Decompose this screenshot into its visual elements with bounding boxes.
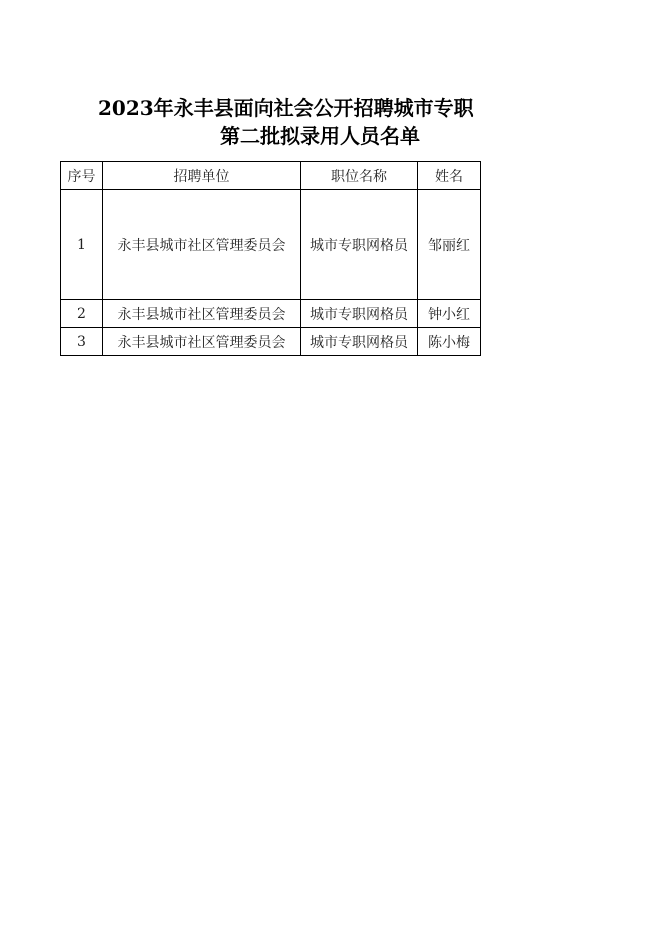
cell-position: 城市专职网格员: [301, 190, 418, 300]
cell-recruiting-unit: 永丰县城市社区管理委员会: [103, 190, 301, 300]
header-position: 职位名称: [301, 162, 418, 190]
table-header-row: [61, 162, 481, 190]
header-serial-no: 序号: [61, 162, 103, 190]
cell-name: 邹丽红: [418, 190, 481, 300]
header-name: 姓名: [418, 162, 481, 190]
cell-name: 陈小梅: [418, 328, 481, 356]
cell-serial-no: 3: [61, 328, 103, 356]
cell-name: 钟小红: [418, 300, 481, 328]
title-line-1: 2023年永丰县面向社会公开招聘城市专职: [98, 96, 474, 120]
document-title: [0, 93, 488, 155]
title-line-2: 第二批拟录用人员名单: [220, 124, 420, 148]
cell-position: 城市专职网格员: [301, 300, 418, 328]
cell-serial-no: 2: [61, 300, 103, 328]
table-row: [61, 328, 481, 356]
header-recruiting-unit: 招聘单位: [103, 162, 301, 190]
table-row: [61, 190, 481, 300]
cell-position: 城市专职网格员: [301, 328, 418, 356]
table-row: [61, 300, 481, 328]
roster-table: [60, 161, 481, 356]
cell-recruiting-unit: 永丰县城市社区管理委员会: [103, 328, 301, 356]
cell-serial-no: 1: [61, 190, 103, 300]
cell-recruiting-unit: 永丰县城市社区管理委员会: [103, 300, 301, 328]
